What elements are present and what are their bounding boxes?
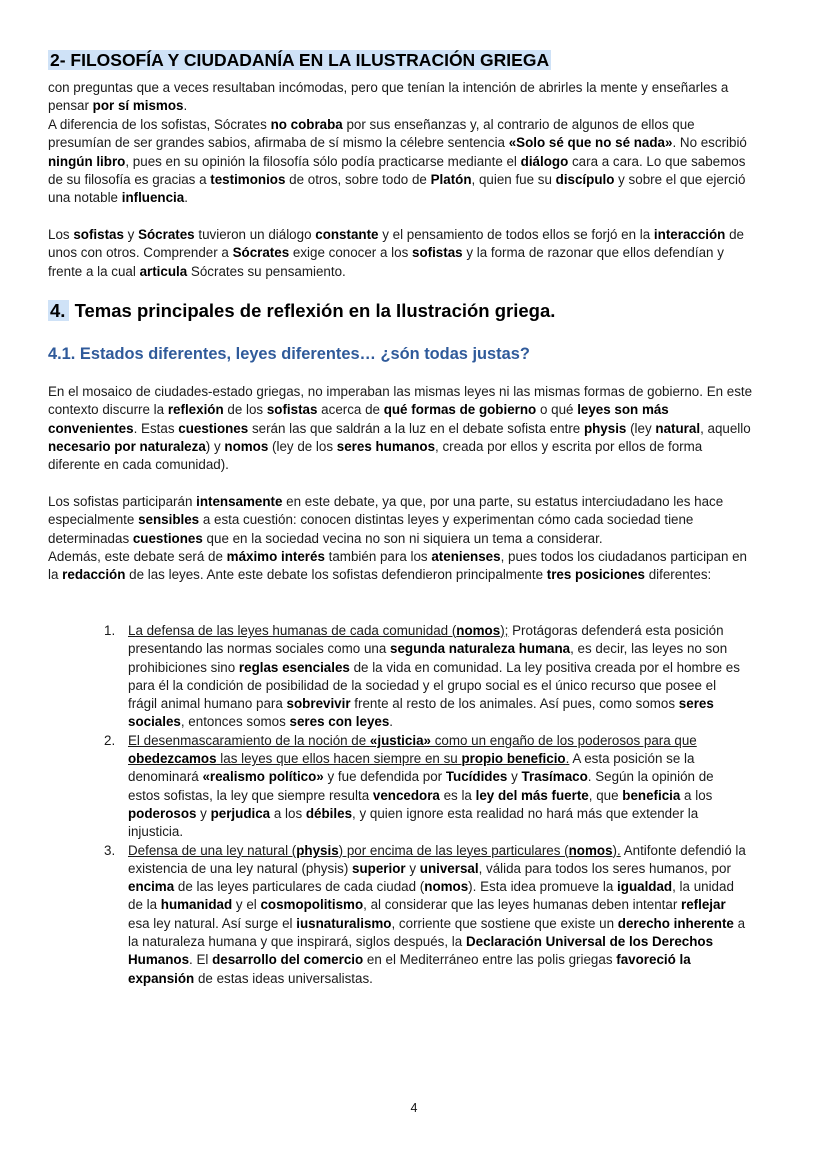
chapter-heading-text: 2- FILOSOFÍA Y CIUDADANÍA EN LA ILUSTRACIÓN GRIEGA	[50, 50, 550, 70]
list-item-text: La defensa de las leyes humanas de cada comunidad (nomos); Protágoras defenderá esta posición presentando las normas sociales como una segunda naturaleza humana, es decir, las leyes no son prohibiciones sino reglas esenciales de la vida en comunidad. La ley positiva creada por el hombre es para él la condición de posibilidad de la sociedad y el grupo social es el único recurso que posee el frágil animal humano para sobrevivir frente al resto de los animales. Así pues, como somos seres sociales, entonces somos seres con leyes.	[128, 623, 740, 730]
intro-paragraph-3: Los sofistas y Sócrates tuvieron un diálogo constante y el pensamiento de todos ellos se forjó en la interacción de unos con otros. Comprender a Sócrates exige conocer a los sofistas y la forma de razonar que ellos defendían y frente a la cual articula Sócrates su pensamiento.	[48, 227, 744, 279]
list-item	[96, 622, 746, 732]
intro-paragraph-1: con preguntas que a veces resultaban incómodas, pero que tenían la intención de abrirles la mente y enseñarles a pensar por sí mismos.	[48, 80, 729, 114]
list-item-text: Defensa de una ley natural (physis) por encima de las leyes particulares (nomos). Antifonte defendió la existencia de una ley natural (physis) superior y universal, válida para todos los seres humanos, por encima de las leyes particulares de cada ciudad (nomos). Esta idea promueve la igualdad, la unidad de la humanidad y el cosmopolitismo, al considerar que las leyes humanas deben intentar reflejar esa ley natural. Así surge el iusnaturalismo, corriente que sostiene que existe un derecho inherente a la naturaleza humana y que inspirará, siglos después, la Declaración Universal de los Derechos Humanos. El desarrollo del comercio en el Mediterráneo entre las polis griegas favoreció la expansión de estas ideas universalistas.	[128, 842, 746, 986]
positions-list	[96, 622, 746, 988]
list-item-number: 3.	[104, 842, 116, 858]
body-paragraph-physis-nomos: En el mosaico de ciudades-estado griegas, no imperaban las mismas leyes ni las mismas formas de gobierno. En este contexto discurre la reflexión de los sofistas acerca de qué formas de gobierno o qué leyes son más convenientes. Estas cuestiones serán las que saldrán a la luz en el debate sofista entre physis (ley natural, aquello necesario por naturaleza) y nomos (ley de los seres humanos, creada por ellos y escrita por ellos de forma diferente en cada comunidad).	[48, 384, 753, 473]
section-4-1-heading: 4.1. Estados diferentes, leyes diferentes… ¿són todas justas?	[48, 345, 530, 363]
section-4-heading	[48, 298, 555, 324]
chapter-heading	[48, 49, 551, 71]
body-paragraph-sophists-debate: Los sofistas participarán intensamente en este debate, ya que, por una parte, su estatus interciudadano les hace especialmente sensibles a esta cuestión: conocen distintas leyes y experimentan cómo cada sociedad tiene determinadas cuestiones que en la sociedad vecina no son ni siquiera un tema a considerar. Además, este debate será de máximo interés también para los atenienses, pues todos los ciudadanos participan en la redacción de las leyes. Ante este debate los sofistas defendieron principalmente tres posiciones diferentes:	[48, 494, 747, 583]
list-item-number: 2.	[104, 732, 116, 748]
section-4-title: Temas principales de reflexión en la Ilustración griega.	[74, 300, 556, 321]
intro-paragraph-2: A diferencia de los sofistas, Sócrates no cobraba por sus enseñanzas y, al contrario de algunos de ellos que presumían de ser grandes sabios, afirmaba de sí mismo la célebre sentencia «Solo sé que no sé nada». No escribió ningún libro, pues en su opinión la filosofía sólo podía practicarse mediante el diálogo cara a cara. Lo que sabemos de su filosofía es gracias a testimonios de otros, sobre todo de Platón, quien fue su discípulo y sobre el que ejerció una notable influencia.	[48, 117, 747, 206]
list-item	[96, 732, 746, 842]
page-number: 4	[410, 1101, 418, 1115]
list-item	[96, 842, 746, 988]
list-item-number: 1.	[104, 623, 116, 638]
list-item-text: El desenmascaramiento de la noción de «justicia» como un engaño de los poderosos para que obedezcamos las leyes que ellos hacen siempre en su propio beneficio. A esta posición se la denominará «realismo político» y fue defendida por Tucídides y Trasímaco. Según la opinión de estos sofistas, la ley que siempre resulta vencedora es la ley del más fuerte, que beneficia a los poderosos y perjudica a los débiles, y quien ignore esta realidad no hará más que extender la injusticia.	[128, 732, 714, 840]
section-4-number: 4.	[48, 300, 69, 321]
